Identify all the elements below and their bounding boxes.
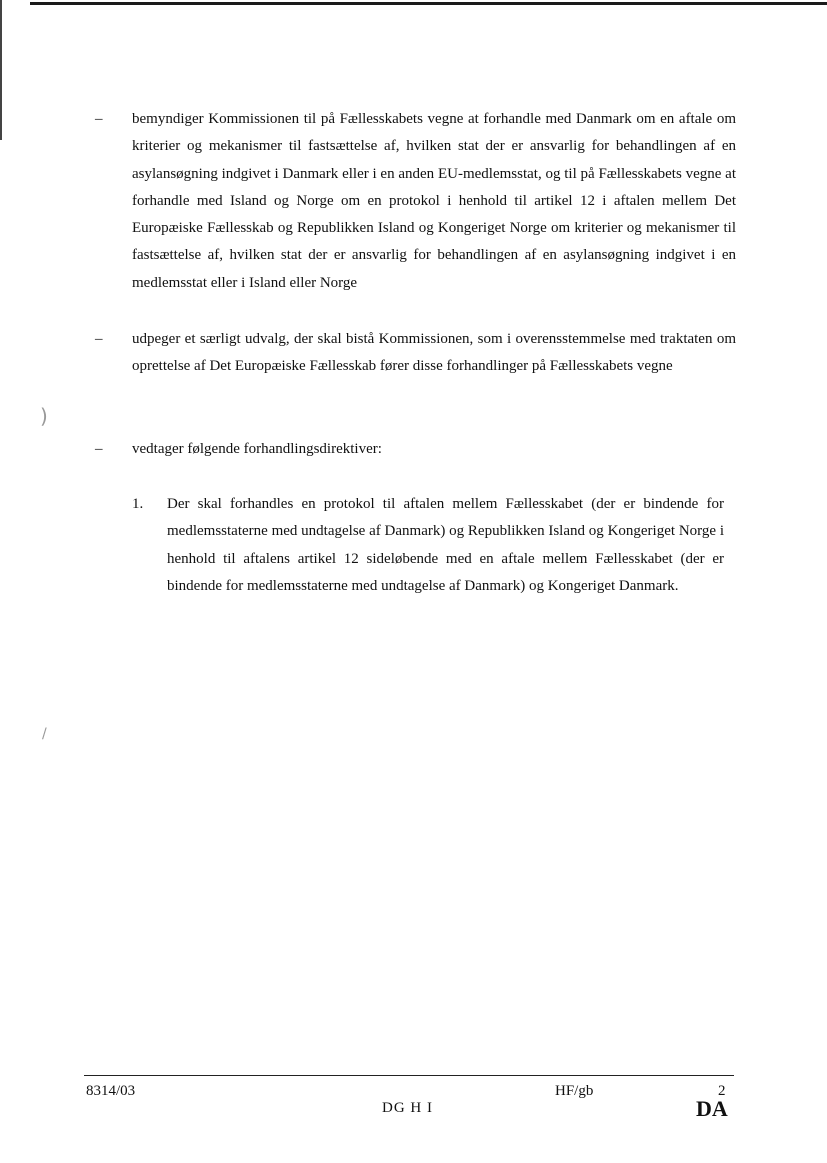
footer-page-number: 2 <box>718 1083 726 1099</box>
list-item-text: vedtager følgende forhandlingsdirektiver: <box>132 441 382 457</box>
scan-artifact-mark: ) <box>40 404 48 428</box>
list-item-text: udpeger et særligt udvalg, der skal bistå Kommissionen, som i overensstemmelse med traktaten om oprettelse af Det Europæiske Fællesskab fører disse forhandlinger på Fællesskabets vegne <box>132 331 736 375</box>
footer-initials: HF/gb <box>555 1083 594 1099</box>
footer-language-code: DA <box>696 1096 728 1121</box>
list-dash-marker: – <box>95 111 103 127</box>
scan-artifact-mark: / <box>42 726 47 742</box>
footer-document-number: 8314/03 <box>86 1083 136 1099</box>
list-dash-marker: – <box>95 441 103 457</box>
directive-number: 1. <box>132 496 144 512</box>
left-scan-edge <box>0 0 2 140</box>
footer-directorate: DG H I <box>382 1100 433 1116</box>
list-dash-marker: – <box>95 331 103 347</box>
directive-text: Der skal forhandles en protokol til aftalen mellem Fællesskabet (der er bindende for medlemsstaterne med undtagelse af Danmark) og Republikken Island og Kongeriget Norge i henhold til aftalens artikel 12 sideløbende med en aftale mellem Fællesskabet (der er bindende for medlemsstaterne med undtagelse af Danmark) og Kongeriget Danmark. <box>167 496 724 594</box>
top-border-rule <box>30 2 827 5</box>
list-item-text: bemyndiger Kommissionen til på Fællesskabets vegne at forhandle med Danmark om en aftale om kriterier og mekanismer til fastsættelse af, hvilken stat der er ansvarlig for behandlingen af en asylansøgning indgivet i Danmark eller i en anden EU-medlemsstat, og til på Fællesskabets vegne at forhandle med Island og Norge om en protokol i henhold til artikel 12 i aftalen mellem Det Europæiske Fællesskab og Republikken Island og Kongeriget Norge om kriterier og mekanismer til fastsættelse af, hvilken stat der er ansvarlig for behandlingen af en asylansøgning indgivet i en medlemsstat eller i Island eller Norge <box>132 111 736 291</box>
footer-rule <box>84 1075 734 1076</box>
